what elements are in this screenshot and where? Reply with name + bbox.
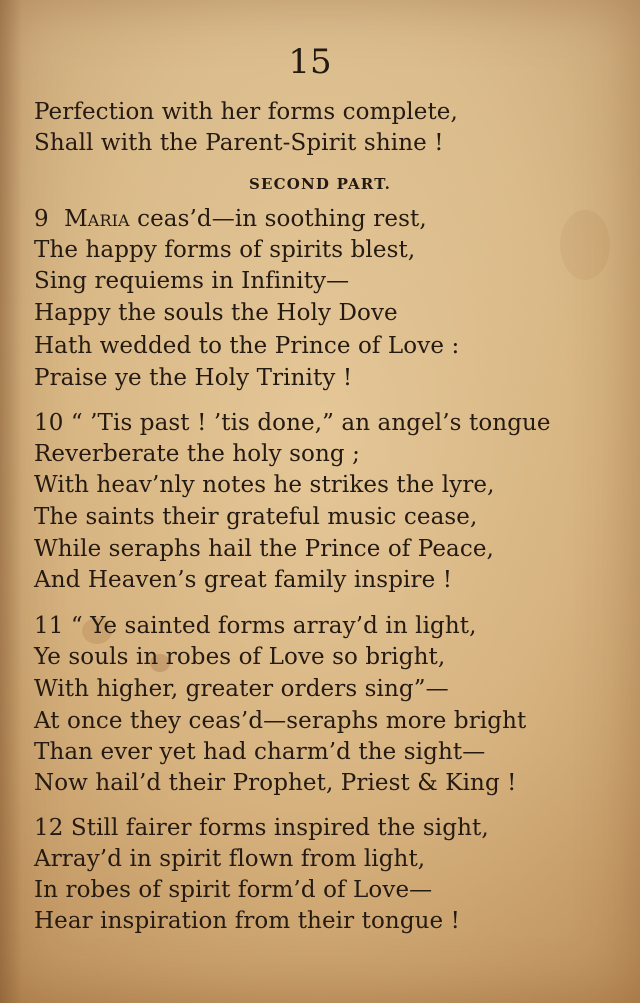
stanza-number: 12 [34,815,64,841]
paper-discoloration [560,210,610,280]
stanza-first-line [34,203,427,235]
verse-line: Reverberate the holy song ; [34,441,360,467]
verse-line: Now hail’d their Prophet, Priest & King ! [34,770,517,796]
verse-line: Happy the souls the Holy Dove [34,300,398,326]
verse-line: Ye souls in robes of Love so bright, [34,644,446,670]
verse-line: Hath wedded to the Prince of Love : [34,333,460,359]
verse-line: Than ever yet had charm’d the sight— [34,739,486,765]
verse-line: Praise ye the Holy Trinity ! [34,365,353,391]
verse-line-text: ceas’d—in soothing rest, [129,206,427,232]
verse-line: Shall with the Parent-Spirit shine ! [34,130,444,156]
stanza-number: 11 [34,613,64,639]
verse-line: Hear inspiration from their tongue ! [34,908,461,934]
verse-line: The saints their grateful music cease, [34,504,478,530]
stanza-number: 9 [34,206,49,232]
verse-line: With heav’nly notes he strikes the lyre, [34,472,495,498]
verse-line: At once they ceas’d—seraphs more bright [34,708,527,734]
stanza-first-line [34,610,477,642]
verse-line: The happy forms of spirits blest, [34,237,416,263]
stanza-number: 10 [34,410,64,436]
page-binding-shadow [0,0,22,1003]
stanza-first-line [34,407,551,439]
verse-line-text: “ ’Tis past ! ’tis done,” an angel’s tongue [63,410,551,436]
verse-line: And Heaven’s great family inspire ! [34,567,453,593]
stanza-lead-name: Maria [64,206,130,232]
verse-line: In robes of spirit form’d of Love— [34,877,433,903]
verse-line: Sing requiems in Infinity— [34,268,350,294]
verse-line-text: Still fairer forms inspired the sight, [63,815,489,841]
verse-line: Array’d in spirit flown from light, [34,846,426,872]
verse-line-text: “ Ye sainted forms array’d in light, [63,613,477,639]
stanza-first-line [34,812,489,844]
verse-line: Perfection with her forms complete, [34,99,458,125]
verse-line: While seraphs hail the Prince of Peace, [34,536,494,562]
verse-line: With higher, greater orders sing”— [34,676,449,702]
section-heading: SECOND PART. [248,175,392,193]
page-number: 15 [288,42,332,82]
